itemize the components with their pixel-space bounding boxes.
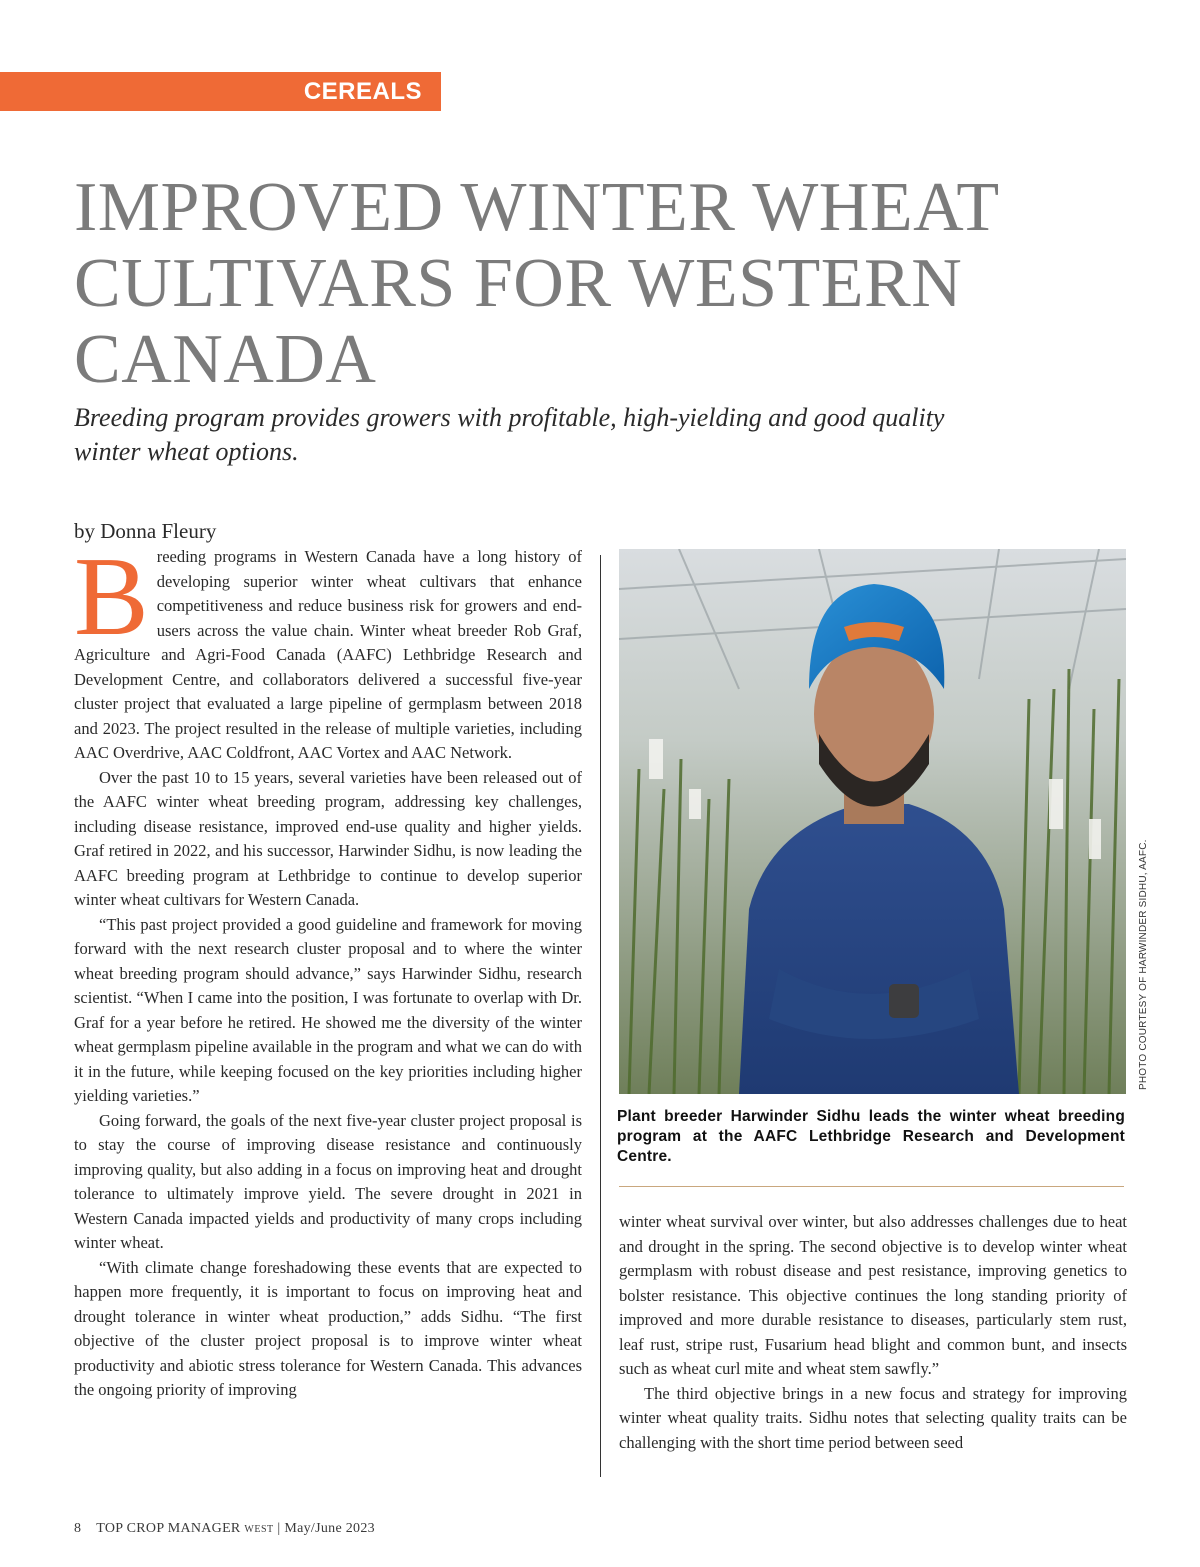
body-paragraph — [74, 535, 582, 766]
caption-divider — [619, 1186, 1124, 1187]
section-tag — [0, 72, 441, 111]
footer-separator: | — [277, 1521, 281, 1536]
article-headline: IMPROVED WINTER WHEAT CULTIVARS FOR WESTERN CANADA — [74, 169, 999, 398]
article-deck: Breeding program provides growers with profitable, high-yielding and good quality winter wheat options. — [74, 403, 945, 466]
right-column — [619, 1210, 1127, 1455]
article-photo — [619, 549, 1126, 1094]
body-paragraph: The third objective brings in a new focus and strategy for improving winter wheat quality traits. Sidhu notes that selecting quality traits can be challenging with the short time period between seed — [619, 1383, 1127, 1452]
body-paragraph: Going forward, the goals of the next five-year cluster project proposal is to stay the course of improving disease resistance and continuously improving quality, but also adding in a focus on improving heat and drought tolerance to ultimately improve yield. The severe drought in 2021 in Western Canada impacted yields and productivity of many crops including winter wheat. — [74, 1110, 582, 1252]
body-paragraph: winter wheat survival over winter, but also addresses challenges due to heat and drought in the spring. The second objective is to develop winter wheat germplasm with robust disease and pest resistance, improving genetics to bolster resistance. This objective continues the long standing priority of improved and more durable resistance to diseases, particularly stem rust, leaf rust, stripe rust, Fusarium head blight and common bunt, and insects such as wheat curl mite and wheat stem sawfly.” — [619, 1212, 1127, 1378]
page-number: 8 — [74, 1521, 82, 1536]
publication-edition: WEST — [244, 1524, 274, 1535]
left-column — [74, 535, 582, 1403]
publication-name: TOP CROP MANAGER — [96, 1521, 241, 1536]
page-footer — [74, 1521, 375, 1537]
body-paragraph-text: reeding programs in Western Canada have a long history of developing superior winter wheat cultivars that enhance competitiveness and reduce business risk for growers and end-users across the value chain. Winter wheat breeder Rob Graf, Agriculture and Agri-Food Canada (AAFC) Lethbridge Research and Development Centre, and collaborators delivered a successful five-year cluster project that evaluated a large pipeline of germplasm between 2018 and 2023. The project resulted in the release of multiple varieties, including AAC Overdrive, AAC Coldfront, AAC Vortex and AAC Network. — [74, 547, 582, 762]
body-paragraph: “With climate change foreshadowing these events that are expected to happen more frequently, it is important to focus on improving heat and drought tolerance in winter wheat production,” adds Sidhu. “The first objective of the cluster project proposal is to improve winter wheat productivity and abiotic stress tolerance for Western Canada. This advances the ongoing priority of improving — [74, 1257, 582, 1399]
drop-cap: B — [74, 535, 149, 659]
photo-illustration — [619, 549, 1126, 1094]
photo-caption: Plant breeder Harwinder Sidhu leads the winter wheat breeding program at the AAFC Lethbridge Research and Development Centre. — [617, 1108, 1125, 1165]
column-divider — [600, 555, 601, 1477]
body-paragraph: Over the past 10 to 15 years, several varieties have been released out of the AAFC winter wheat breeding program, addressing key challenges, including disease resistance, improved end-use quality and higher yields. Graf retired in 2022, and his successor, Harwinder Sidhu, is now leading the AAFC breeding program at Lethbridge to continue to develop superior winter wheat cultivars for Western Canada. — [74, 767, 582, 909]
photo-credit: PHOTO COURTESY OF HARWINDER SIDHU, AAFC. — [1138, 839, 1149, 1090]
section-label: CEREALS — [303, 78, 422, 105]
body-paragraph: “This past project provided a good guideline and framework for moving forward with the next research cluster proposal and to where the winter wheat breeding program should advance,” says Harwinder Sidhu, research scientist. “When I came into the position, I was fortunate to overlap with Dr. Graf for a year before he retired. He showed me the diversity of the winter wheat germplasm pipeline available in the program and what we can do with it in the future, while keeping focused on the key priorities including higher yielding varieties.” — [74, 914, 582, 1105]
article-byline: by Donna Fleury — [74, 519, 217, 543]
issue-date: May/June 2023 — [284, 1521, 375, 1536]
